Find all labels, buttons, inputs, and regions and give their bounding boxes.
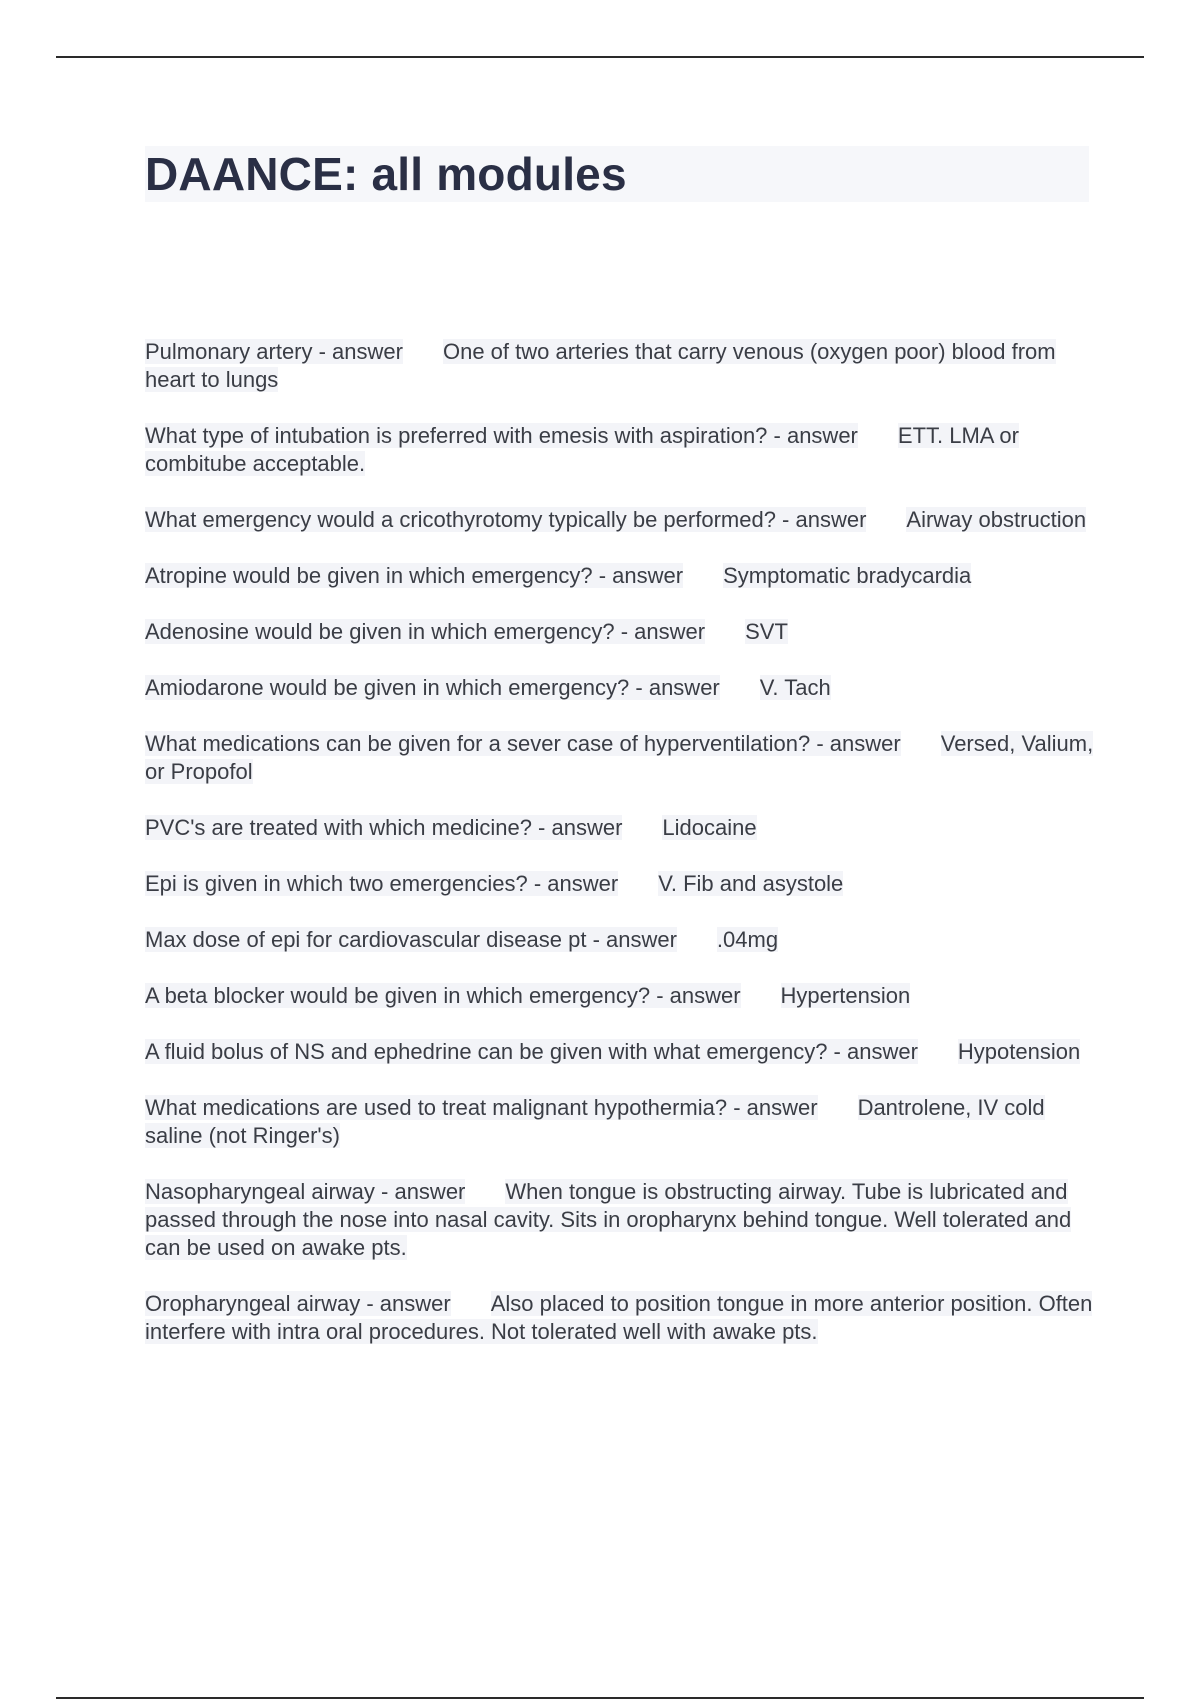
qa-item	[145, 814, 1095, 842]
question-text: Nasopharyngeal airway - answer	[145, 1179, 466, 1204]
answer-text: Versed, Valium, or Propofol	[145, 731, 1094, 784]
qa-item	[145, 1094, 1095, 1150]
answer-text: SVT	[745, 619, 788, 644]
question-text: What type of intubation is preferred with emesis with aspiration? - answer	[145, 423, 858, 448]
answer-text: Hypertension	[780, 983, 911, 1008]
question-text: Atropine would be given in which emergency? - answer	[145, 563, 684, 588]
qa-item	[145, 674, 1095, 702]
qa-item	[145, 422, 1095, 478]
answer-text: Airway obstruction	[906, 507, 1087, 532]
answer-text: V. Tach	[759, 675, 831, 700]
answer-text: Hypotension	[957, 1039, 1081, 1064]
answer-text: Lidocaine	[662, 815, 757, 840]
top-rule	[56, 56, 1144, 58]
question-text: Oropharyngeal airway - answer	[145, 1291, 451, 1316]
qa-item	[145, 926, 1095, 954]
qa-item	[145, 618, 1095, 646]
qa-item	[145, 1038, 1095, 1066]
answer-text: Also placed to position tongue in more anterior position. Often interfere with intra oral procedures. Not tolerated well with awake pts.	[145, 1291, 1093, 1344]
qa-item	[145, 562, 1095, 590]
question-text: Amiodarone would be given in which emergency? - answer	[145, 675, 720, 700]
question-text: Max dose of epi for cardiovascular disease pt - answer	[145, 927, 677, 952]
answer-text: Dantrolene, IV cold saline (not Ringer's)	[145, 1095, 1045, 1148]
question-text: What medications are used to treat malignant hypothermia? - answer	[145, 1095, 818, 1120]
answer-text: V. Fib and asystole	[658, 871, 844, 896]
question-text: A fluid bolus of NS and ephedrine can be given with what emergency? - answer	[145, 1039, 918, 1064]
question-text: Pulmonary artery - answer	[145, 339, 403, 364]
answer-text: ETT. LMA or combitube acceptable.	[145, 423, 1019, 476]
qa-item	[145, 338, 1095, 394]
question-text: Adenosine would be given in which emergency? - answer	[145, 619, 706, 644]
qa-item	[145, 870, 1095, 898]
question-text: A beta blocker would be given in which emergency? - answer	[145, 983, 741, 1008]
answer-text: Symptomatic bradycardia	[723, 563, 972, 588]
qa-list	[145, 338, 1095, 1374]
answer-text: .04mg	[716, 927, 779, 952]
document-title: DAANCE: all modules	[145, 148, 627, 200]
question-text: What emergency would a cricothyrotomy typically be performed? - answer	[145, 507, 867, 532]
qa-item	[145, 730, 1095, 786]
answer-text: When tongue is obstructing airway. Tube is lubricated and passed through the nose into nasal cavity. Sits in oropharynx behind tongue. Well tolerated and can be used on awake pts.	[145, 1179, 1072, 1260]
qa-item	[145, 1290, 1095, 1346]
question-text: PVC's are treated with which medicine? - answer	[145, 815, 623, 840]
qa-item	[145, 982, 1095, 1010]
question-text: What medications can be given for a sever case of hyperventilation? - answer	[145, 731, 901, 756]
qa-item	[145, 506, 1095, 534]
qa-item	[145, 1178, 1095, 1262]
question-text: Epi is given in which two emergencies? - answer	[145, 871, 619, 896]
answer-text: One of two arteries that carry venous (oxygen poor) blood from heart to lungs	[145, 339, 1056, 392]
bottom-rule	[56, 1697, 1144, 1699]
